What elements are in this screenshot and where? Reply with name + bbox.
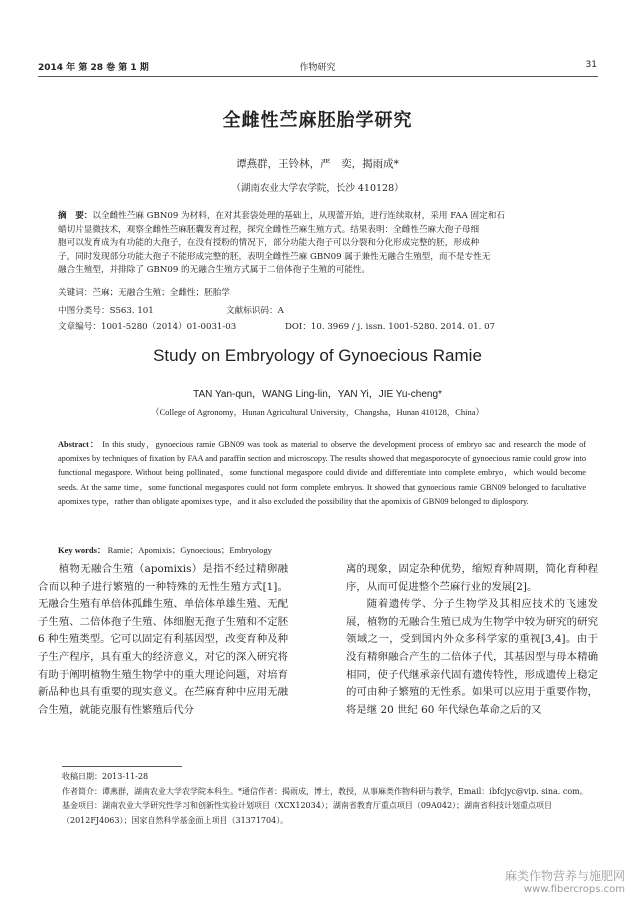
page-number: 31 <box>585 60 597 70</box>
footnotes <box>62 770 596 828</box>
affiliation-en: （College of Agronomy，Hunan Agricultural University，Changsha，Hunan 410128，China） <box>150 407 485 417</box>
doi: DOI：10. 3969 / j. issn. 1001-5280. 2014. 01. 07 <box>285 322 496 332</box>
abstract-en-text: In this study，gynoecious ramie GBN09 was took as material to observe the development process of embryo sac and research the mode of apomixes by techniques of fixation by FAA and paraffin section and microscopy. The results showed that megasporocyte of gynoecious ramie could grow into functional megaspore. Without being pollinated，some functional megaspore could divide and differentiate into complete embryo，which would become seeds. At the same time，some functional megaspores could not form complete embryos. It showed that gynoecious ramie GBN09 belonged to facultative apomixes type，rather than obligate apomixes type，and it also excluded the possibility that the apomixis of GBN09 belonged to diplospory. <box>58 440 587 506</box>
running-header-issue: 2014 年 第 28 卷 第 1 期 <box>38 63 149 73</box>
footnote-funding: 基金项目：湖南农业大学研究性学习和创新性实验计划项目（XCX12034）；湖南省教育厅重点项目（09A042）；湖南省科技计划重点项目（2012FJ4063）；国家自然科学基金面上项目（31371704）。 <box>62 801 553 825</box>
affiliation-cn: （湖南农业大学农学院，长沙 410128） <box>231 183 404 194</box>
body-paragraph: 离的现象，固定杂种优势，缩短育种周期，简化育种程序，从而可促进整个苎麻行业的发展[2]。 <box>346 563 598 593</box>
abstract-en <box>58 438 586 509</box>
paper-title-cn: 全雌性苎麻胚胎学研究 <box>222 110 413 131</box>
doc-code-value: A <box>277 306 284 316</box>
abstract-cn-line: 摘 要：以全雌性苎麻 GBN09 为材料，在对其套袋处理的基础上，从现蕾开始，进行连续取材，采用 FAA 固定和石 <box>58 211 505 221</box>
watermark-site-name: 麻类作物营养与施肥网 <box>504 869 625 883</box>
keywords-en-value: Ramie；Apomixis；Gynoecious；Embryology <box>107 545 272 555</box>
body-paragraph: 随着遗传学、分子生物学及其相应技术的飞速发展，植物的无融合生殖已成为生物学中较为研究的研究领域之一，受到国内外众多科学家的重视[3,4]。由于没有精卵融合产生的二倍体子代，其基因型与母本精确相同，使子代继承亲代固有遗传特性，形成遗传上稳定的可由种子繁殖的无性系。如果可以应用于重要作物，将是继 20 世纪 60 年代绿色革命之后的又 <box>346 598 598 716</box>
footnote-rule <box>62 766 182 767</box>
footnote-received: 收稿日期：2013-11-28 <box>62 772 149 781</box>
watermark-url: www.fibercrops.com <box>523 884 625 895</box>
clc-label: 中图分类号： <box>58 306 110 316</box>
abstract-cn-line: 融合生殖型，并排除了 GBN09 的无融合生殖方式属于二倍体孢子生殖的可能性。 <box>58 265 371 275</box>
keywords-en <box>58 544 272 556</box>
abstract-en-label: Abstract： <box>58 440 100 449</box>
running-header-journal: 作物研究 <box>299 63 336 73</box>
abstract-cn-line: 胞可以发育成为有功能的大孢子，在没有授粉的情况下，部分功能大孢子可以分裂和分化形成完整的胚，形成种 <box>58 238 480 248</box>
clc-number <box>58 304 154 316</box>
authors-en: TAN Yan-qun，WANG Ling-lin，YAN Yi，JIE Yu-cheng* <box>193 389 442 400</box>
article-number-value: 1001-5280（2014）01-0031-03 <box>100 322 237 332</box>
article-number-label: 文章编号： <box>58 322 101 332</box>
abstract-cn <box>58 210 586 278</box>
footnote-author-bio: 作者简介：谭燕群，湖南农业大学农学院本科生。*通信作者：揭雨成，博士，教授，从事麻类作物科研与教学，Email：ibfcjyc@vip. sina. com。 <box>62 786 588 796</box>
abstract-cn-line: 蜡切片显微技术，观察全雌性苎麻胚囊发育过程，探究全雌性苎麻生殖方式。结果表明：全雌性苎麻大孢子母细 <box>58 224 480 235</box>
paper-title-en: Study on Embryology of Gynoecious Ramie <box>153 346 482 365</box>
authors-cn: 谭燕群，王铃林，严 奕，揭雨成* <box>236 158 399 170</box>
doc-code-label: 文献标识码： <box>226 306 278 316</box>
header-rule <box>38 76 598 77</box>
abstract-cn-label: 摘 要： <box>58 211 93 221</box>
clc-value: S563. 101 <box>109 306 154 316</box>
body-column-left <box>38 561 288 719</box>
body-column-right <box>346 561 598 719</box>
article-number <box>58 320 236 332</box>
watermark <box>505 867 625 895</box>
keywords-cn: 关键词：苎麻；无融合生殖；全雌性；胚胎学 <box>58 288 230 298</box>
keywords-en-label: Key words： <box>58 545 106 555</box>
body-paragraph: 植物无融合生殖（apomixis）是指不经过精卵融合而以种子进行繁殖的一种特殊的无性生殖方式[1]。无融合生殖有单倍体孤雌生殖、单倍体单雄生殖、无配子生殖、二倍体孢子生殖、体细胞无孢子生殖和不定胚 6 种生殖类型。它可以固定有利基因型，改变育种及种子生产程序，具有重大的经济意义，对它的深入研究将有助于阐明植物生殖生物学中的重大理论问题，对培育新品种也具有重要的现实意义。在苎麻育种中应用无融合生殖，就能克服有性繁殖后代分 <box>38 563 288 716</box>
abstract-cn-line: 子，同时发现部分功能大孢子不能形成完整的胚，表明全雌性苎麻 GBN09 属于兼性无融合生殖型，而不是专性无 <box>58 251 491 262</box>
document-code <box>226 304 284 316</box>
